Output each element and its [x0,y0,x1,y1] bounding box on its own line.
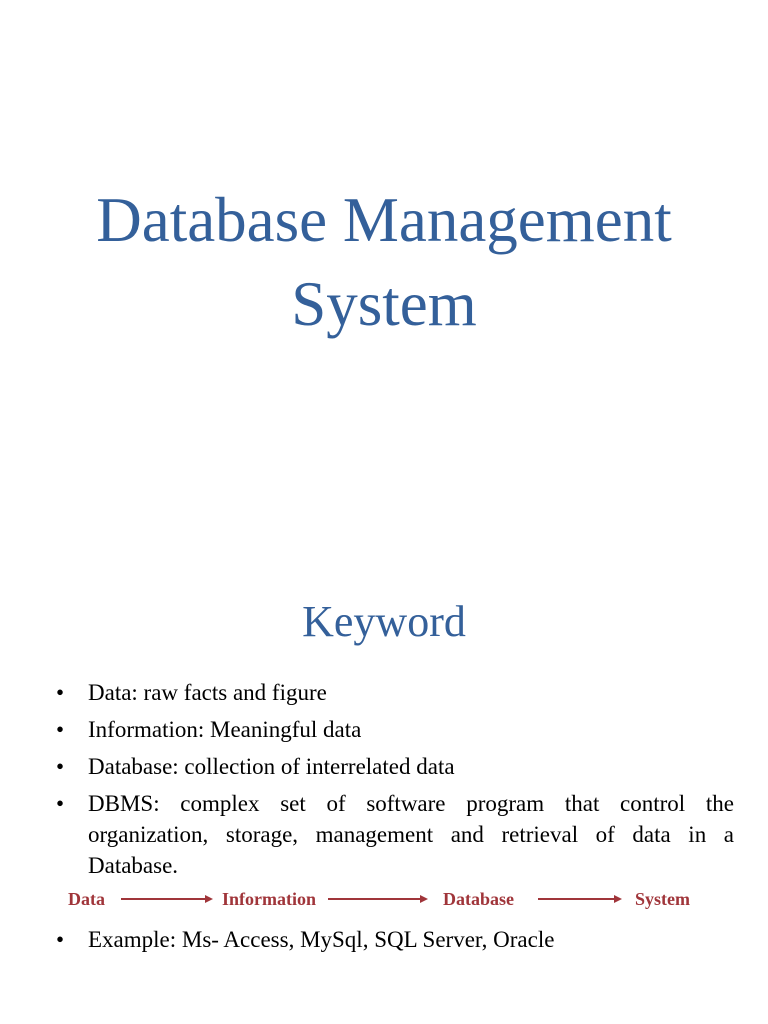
example-list [56,924,734,955]
arrow-right-icon [538,898,622,900]
bullet-text-data: Data: raw facts and figure [88,680,327,705]
bullet-icon: • [56,754,65,779]
title-line-1: Database Management [96,185,672,255]
bullet-icon: • [56,680,65,705]
bullet-icon: • [56,717,65,742]
arrow-right-icon [121,898,213,900]
bullet-text-example: Example: Ms- Access, MySql, SQL Server, Oracle [88,927,555,952]
list-item [56,677,734,708]
list-item [56,788,734,881]
keyword-heading: Keyword [302,597,466,646]
flow-label-database: Database [443,889,514,909]
flow-label-information: Information [222,889,316,909]
list-item [56,714,734,745]
list-item [56,924,734,955]
data-flow-diagram [0,884,768,914]
arrow-right-icon [328,898,428,900]
bullet-text-information: Information: Meaningful data [88,717,362,742]
list-item [56,751,734,782]
slide-keyword [0,560,768,1024]
bullet-icon: • [56,791,65,816]
keyword-list [56,677,734,887]
bullet-text-database: Database: collection of interrelated data [88,754,455,779]
flow-label-system: System [635,889,690,909]
title-line-2: System [291,269,477,339]
bullet-icon: • [56,927,65,952]
bullet-text-dbms: DBMS: complex set of software program that control the organization, storage, management and retrieval of data in a Database. [88,791,734,878]
flow-label-data: Data [68,889,105,909]
presentation-title [0,178,768,346]
